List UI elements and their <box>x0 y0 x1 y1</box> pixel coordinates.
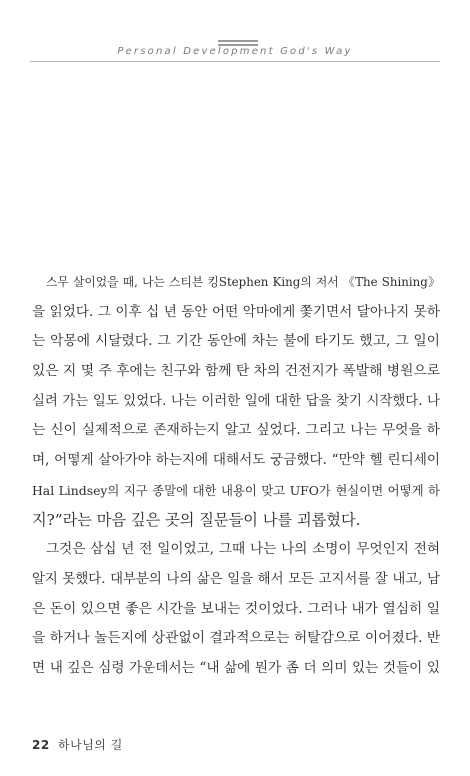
text-line: 는 신이 실제적으로 존재하는지 알고 싶었다. 그리고 나는 무엇을 하 <box>32 422 440 439</box>
text-line: 있은 지 몇 주 후에는 친구와 함께 탄 차의 건전지가 폭발해 병원으로 <box>32 363 441 380</box>
text-line: 을 하거나 놀든지에 상관없이 결과적으로는 허탈감으로 이어졌다. 반 <box>32 630 441 647</box>
page-number: 22 <box>32 738 50 752</box>
page-footer <box>32 736 123 753</box>
text-line: 며, 어떻게 살아가야 하는지에 대해서도 궁금했다. “만약 헬 린디세이 <box>32 452 440 469</box>
book-title: 하나님의 길 <box>58 738 123 752</box>
text-line: 는 악몽에 시달렸다. 그 기간 동안에 차는 불에 타기도 했고, 그 일이 <box>32 333 440 350</box>
text-line: 면 내 깊은 심령 가운데서는 “내 삶에 뭔가 좀 더 의미 있는 것들이 있 <box>32 659 440 676</box>
text-line: 스무 살이었을 때, 나는 스티븐 킹Stephen King의 저서 《The Shining》 <box>46 275 440 289</box>
text-line: 알지 못했다. 대부분의 나의 삶은 일을 해서 모든 고지서를 잘 내고, 남 <box>32 571 440 587</box>
body-text <box>32 268 440 684</box>
text-line: 실려 가는 일도 있었다. 나는 이러한 일에 대한 답을 찾기 시작했다. 나 <box>32 393 440 409</box>
text-line: Hal Lindsey의 지구 종말에 대한 내용이 맞고 UFO가 현실이면 어떻게 하 <box>32 482 440 498</box>
text-line: 은 돈이 있으면 좋은 시간을 보내는 것이었다. 그러나 내가 열심히 일 <box>32 600 441 617</box>
header-rule <box>30 57 440 67</box>
text-line: 지?”라는 마음 깊은 곳의 질문들이 나를 괴롭혔다. <box>32 510 361 529</box>
running-title: Personal Development God's Way <box>117 46 353 57</box>
text-line: 그것은 삼십 년 전 일이었고, 그때 나는 나의 소명이 무엇인지 전혀 <box>46 541 440 558</box>
text-line: 을 읽었다. 그 이후 십 년 동안 어떤 악마에게 쫓기면서 달아나지 못하 <box>32 303 440 320</box>
running-header <box>0 40 470 64</box>
